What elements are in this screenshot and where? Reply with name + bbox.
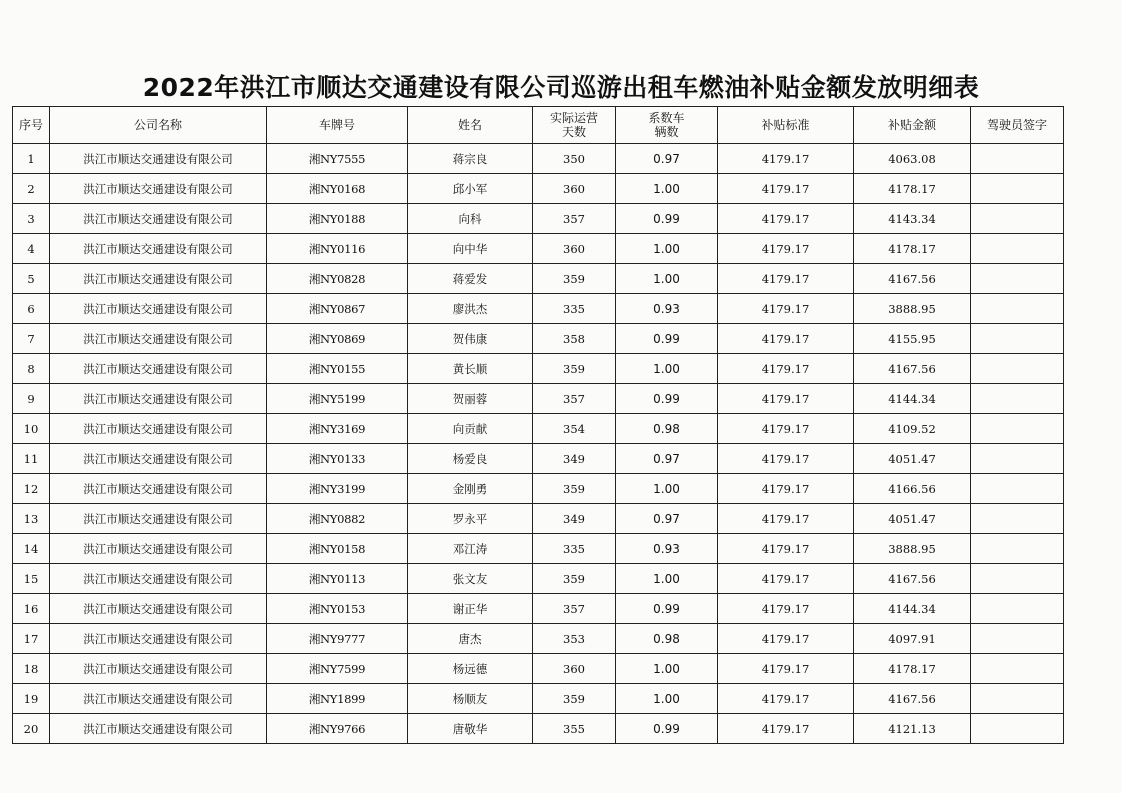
table-row bbox=[13, 594, 1064, 624]
cell-days: 359 bbox=[533, 564, 616, 594]
cell-company: 洪江市顺达交通建设有限公司 bbox=[50, 474, 267, 504]
cell-days: 357 bbox=[533, 594, 616, 624]
cell-no: 3 bbox=[13, 204, 50, 234]
cell-coef: 1.00 bbox=[616, 654, 718, 684]
cell-name: 贺伟康 bbox=[408, 324, 533, 354]
cell-plate: 湘NY0158 bbox=[267, 534, 408, 564]
cell-coef: 1.00 bbox=[616, 234, 718, 264]
header-coef-label: 系数车辆数 bbox=[648, 111, 685, 139]
table-row bbox=[13, 354, 1064, 384]
table-row bbox=[13, 684, 1064, 714]
cell-name: 谢正华 bbox=[408, 594, 533, 624]
cell-plate: 湘NY7555 bbox=[267, 144, 408, 174]
cell-signature bbox=[971, 144, 1064, 174]
cell-amount: 4144.34 bbox=[854, 384, 971, 414]
cell-plate: 湘NY3169 bbox=[267, 414, 408, 444]
cell-standard: 4179.17 bbox=[718, 504, 854, 534]
table-row bbox=[13, 414, 1064, 444]
cell-standard: 4179.17 bbox=[718, 144, 854, 174]
cell-no: 13 bbox=[13, 504, 50, 534]
cell-company: 洪江市顺达交通建设有限公司 bbox=[50, 714, 267, 744]
cell-plate: 湘NY0153 bbox=[267, 594, 408, 624]
cell-coef: 0.98 bbox=[616, 624, 718, 654]
header-cell-no: 序号 bbox=[13, 107, 50, 144]
table-row bbox=[13, 174, 1064, 204]
cell-standard: 4179.17 bbox=[718, 654, 854, 684]
cell-company: 洪江市顺达交通建设有限公司 bbox=[50, 264, 267, 294]
table-row bbox=[13, 384, 1064, 414]
cell-plate: 湘NY0168 bbox=[267, 174, 408, 204]
cell-signature bbox=[971, 234, 1064, 264]
subsidy-table bbox=[12, 106, 1064, 744]
header-days-label: 实际运营天数 bbox=[549, 111, 598, 139]
cell-signature bbox=[971, 294, 1064, 324]
cell-no: 7 bbox=[13, 324, 50, 354]
cell-plate: 湘NY7599 bbox=[267, 654, 408, 684]
cell-name: 邱小军 bbox=[408, 174, 533, 204]
cell-standard: 4179.17 bbox=[718, 414, 854, 444]
cell-plate: 湘NY0155 bbox=[267, 354, 408, 384]
cell-standard: 4179.17 bbox=[718, 444, 854, 474]
cell-days: 360 bbox=[533, 234, 616, 264]
cell-standard: 4179.17 bbox=[718, 264, 854, 294]
cell-standard: 4179.17 bbox=[718, 534, 854, 564]
cell-signature bbox=[971, 174, 1064, 204]
cell-amount: 4109.52 bbox=[854, 414, 971, 444]
table-header bbox=[13, 107, 1064, 144]
cell-name: 蒋爱发 bbox=[408, 264, 533, 294]
cell-plate: 湘NY9777 bbox=[267, 624, 408, 654]
cell-no: 11 bbox=[13, 444, 50, 474]
cell-amount: 4167.56 bbox=[854, 564, 971, 594]
cell-signature bbox=[971, 384, 1064, 414]
cell-days: 360 bbox=[533, 174, 616, 204]
cell-amount: 4051.47 bbox=[854, 444, 971, 474]
table-row bbox=[13, 264, 1064, 294]
table-row bbox=[13, 624, 1064, 654]
cell-company: 洪江市顺达交通建设有限公司 bbox=[50, 144, 267, 174]
cell-days: 360 bbox=[533, 654, 616, 684]
cell-signature bbox=[971, 564, 1064, 594]
cell-company: 洪江市顺达交通建设有限公司 bbox=[50, 174, 267, 204]
header-cell-coef bbox=[616, 107, 718, 144]
table-row bbox=[13, 654, 1064, 684]
cell-coef: 0.99 bbox=[616, 204, 718, 234]
cell-company: 洪江市顺达交通建设有限公司 bbox=[50, 594, 267, 624]
cell-no: 15 bbox=[13, 564, 50, 594]
cell-plate: 湘NY9766 bbox=[267, 714, 408, 744]
cell-amount: 4167.56 bbox=[854, 264, 971, 294]
cell-plate: 湘NY0882 bbox=[267, 504, 408, 534]
table-row bbox=[13, 534, 1064, 564]
cell-no: 5 bbox=[13, 264, 50, 294]
header-cell-company: 公司名称 bbox=[50, 107, 267, 144]
cell-coef: 1.00 bbox=[616, 564, 718, 594]
cell-company: 洪江市顺达交通建设有限公司 bbox=[50, 414, 267, 444]
cell-days: 359 bbox=[533, 354, 616, 384]
cell-amount: 3888.95 bbox=[854, 294, 971, 324]
cell-company: 洪江市顺达交通建设有限公司 bbox=[50, 384, 267, 414]
cell-no: 17 bbox=[13, 624, 50, 654]
cell-signature bbox=[971, 414, 1064, 444]
cell-amount: 4155.95 bbox=[854, 324, 971, 354]
cell-no: 14 bbox=[13, 534, 50, 564]
cell-name: 杨远德 bbox=[408, 654, 533, 684]
cell-company: 洪江市顺达交通建设有限公司 bbox=[50, 234, 267, 264]
cell-no: 10 bbox=[13, 414, 50, 444]
cell-signature bbox=[971, 474, 1064, 504]
cell-company: 洪江市顺达交通建设有限公司 bbox=[50, 654, 267, 684]
cell-coef: 0.97 bbox=[616, 444, 718, 474]
cell-standard: 4179.17 bbox=[718, 204, 854, 234]
cell-no: 20 bbox=[13, 714, 50, 744]
cell-plate: 湘NY0116 bbox=[267, 234, 408, 264]
table-row bbox=[13, 714, 1064, 744]
cell-name: 黄长顺 bbox=[408, 354, 533, 384]
cell-coef: 0.93 bbox=[616, 294, 718, 324]
cell-amount: 3888.95 bbox=[854, 534, 971, 564]
cell-standard: 4179.17 bbox=[718, 474, 854, 504]
cell-no: 18 bbox=[13, 654, 50, 684]
header-cell-amount: 补贴金额 bbox=[854, 107, 971, 144]
header-cell-signature: 驾驶员签字 bbox=[971, 107, 1064, 144]
header-cell-name: 姓名 bbox=[408, 107, 533, 144]
cell-amount: 4097.91 bbox=[854, 624, 971, 654]
cell-days: 354 bbox=[533, 414, 616, 444]
cell-name: 唐杰 bbox=[408, 624, 533, 654]
cell-plate: 湘NY0133 bbox=[267, 444, 408, 474]
cell-coef: 0.93 bbox=[616, 534, 718, 564]
table-row bbox=[13, 444, 1064, 474]
cell-coef: 1.00 bbox=[616, 354, 718, 384]
cell-no: 19 bbox=[13, 684, 50, 714]
cell-plate: 湘NY3199 bbox=[267, 474, 408, 504]
cell-amount: 4178.17 bbox=[854, 654, 971, 684]
table-row bbox=[13, 204, 1064, 234]
header-row bbox=[13, 107, 1064, 144]
cell-name: 金刚勇 bbox=[408, 474, 533, 504]
cell-days: 349 bbox=[533, 504, 616, 534]
cell-plate: 湘NY5199 bbox=[267, 384, 408, 414]
cell-company: 洪江市顺达交通建设有限公司 bbox=[50, 504, 267, 534]
cell-coef: 0.99 bbox=[616, 324, 718, 354]
cell-days: 335 bbox=[533, 294, 616, 324]
cell-company: 洪江市顺达交通建设有限公司 bbox=[50, 324, 267, 354]
cell-standard: 4179.17 bbox=[718, 324, 854, 354]
header-cell-days bbox=[533, 107, 616, 144]
cell-standard: 4179.17 bbox=[718, 294, 854, 324]
cell-signature bbox=[971, 594, 1064, 624]
cell-amount: 4167.56 bbox=[854, 684, 971, 714]
table-row bbox=[13, 234, 1064, 264]
cell-amount: 4178.17 bbox=[854, 174, 971, 204]
cell-name: 杨顺友 bbox=[408, 684, 533, 714]
cell-signature bbox=[971, 264, 1064, 294]
cell-no: 6 bbox=[13, 294, 50, 324]
cell-name: 向科 bbox=[408, 204, 533, 234]
cell-plate: 湘NY1899 bbox=[267, 684, 408, 714]
cell-company: 洪江市顺达交通建设有限公司 bbox=[50, 444, 267, 474]
cell-no: 2 bbox=[13, 174, 50, 204]
cell-days: 359 bbox=[533, 474, 616, 504]
cell-name: 向贡献 bbox=[408, 414, 533, 444]
cell-plate: 湘NY0828 bbox=[267, 264, 408, 294]
cell-days: 353 bbox=[533, 624, 616, 654]
cell-name: 贺丽蓉 bbox=[408, 384, 533, 414]
cell-plate: 湘NY0113 bbox=[267, 564, 408, 594]
cell-name: 蒋宗良 bbox=[408, 144, 533, 174]
cell-standard: 4179.17 bbox=[718, 564, 854, 594]
header-cell-plate: 车牌号 bbox=[267, 107, 408, 144]
cell-standard: 4179.17 bbox=[718, 354, 854, 384]
table-row bbox=[13, 474, 1064, 504]
cell-standard: 4179.17 bbox=[718, 384, 854, 414]
cell-company: 洪江市顺达交通建设有限公司 bbox=[50, 564, 267, 594]
table-row bbox=[13, 564, 1064, 594]
cell-standard: 4179.17 bbox=[718, 684, 854, 714]
cell-name: 罗永平 bbox=[408, 504, 533, 534]
cell-name: 杨爱良 bbox=[408, 444, 533, 474]
cell-no: 1 bbox=[13, 144, 50, 174]
cell-signature bbox=[971, 204, 1064, 234]
cell-company: 洪江市顺达交通建设有限公司 bbox=[50, 624, 267, 654]
cell-coef: 0.97 bbox=[616, 144, 718, 174]
cell-amount: 4063.08 bbox=[854, 144, 971, 174]
cell-standard: 4179.17 bbox=[718, 714, 854, 744]
table-row bbox=[13, 324, 1064, 354]
cell-name: 唐敬华 bbox=[408, 714, 533, 744]
cell-amount: 4178.17 bbox=[854, 234, 971, 264]
cell-plate: 湘NY0188 bbox=[267, 204, 408, 234]
table-row bbox=[13, 294, 1064, 324]
cell-no: 4 bbox=[13, 234, 50, 264]
cell-signature bbox=[971, 504, 1064, 534]
cell-days: 357 bbox=[533, 204, 616, 234]
table-row bbox=[13, 144, 1064, 174]
cell-coef: 1.00 bbox=[616, 474, 718, 504]
cell-coef: 1.00 bbox=[616, 174, 718, 204]
cell-standard: 4179.17 bbox=[718, 174, 854, 204]
cell-company: 洪江市顺达交通建设有限公司 bbox=[50, 534, 267, 564]
cell-company: 洪江市顺达交通建设有限公司 bbox=[50, 354, 267, 384]
cell-name: 廖洪杰 bbox=[408, 294, 533, 324]
cell-no: 9 bbox=[13, 384, 50, 414]
page-title: 2022年洪江市顺达交通建设有限公司巡游出租车燃油补贴金额发放明细表 bbox=[142, 73, 980, 102]
cell-standard: 4179.17 bbox=[718, 624, 854, 654]
cell-signature bbox=[971, 534, 1064, 564]
cell-standard: 4179.17 bbox=[718, 234, 854, 264]
table-body bbox=[13, 144, 1064, 744]
cell-plate: 湘NY0869 bbox=[267, 324, 408, 354]
cell-days: 359 bbox=[533, 264, 616, 294]
cell-days: 349 bbox=[533, 444, 616, 474]
cell-name: 邓江涛 bbox=[408, 534, 533, 564]
cell-no: 8 bbox=[13, 354, 50, 384]
cell-days: 357 bbox=[533, 384, 616, 414]
cell-amount: 4121.13 bbox=[854, 714, 971, 744]
header-cell-standard: 补贴标准 bbox=[718, 107, 854, 144]
cell-days: 358 bbox=[533, 324, 616, 354]
cell-standard: 4179.17 bbox=[718, 594, 854, 624]
cell-signature bbox=[971, 684, 1064, 714]
cell-plate: 湘NY0867 bbox=[267, 294, 408, 324]
cell-coef: 0.99 bbox=[616, 594, 718, 624]
cell-signature bbox=[971, 444, 1064, 474]
cell-signature bbox=[971, 354, 1064, 384]
cell-days: 335 bbox=[533, 534, 616, 564]
cell-days: 355 bbox=[533, 714, 616, 744]
cell-coef: 1.00 bbox=[616, 684, 718, 714]
cell-no: 16 bbox=[13, 594, 50, 624]
cell-name: 向中华 bbox=[408, 234, 533, 264]
cell-company: 洪江市顺达交通建设有限公司 bbox=[50, 294, 267, 324]
cell-signature bbox=[971, 624, 1064, 654]
cell-name: 张文友 bbox=[408, 564, 533, 594]
table-row bbox=[13, 504, 1064, 534]
cell-signature bbox=[971, 714, 1064, 744]
cell-amount: 4144.34 bbox=[854, 594, 971, 624]
cell-amount: 4051.47 bbox=[854, 504, 971, 534]
cell-amount: 4143.34 bbox=[854, 204, 971, 234]
cell-amount: 4167.56 bbox=[854, 354, 971, 384]
cell-company: 洪江市顺达交通建设有限公司 bbox=[50, 204, 267, 234]
cell-coef: 0.97 bbox=[616, 504, 718, 534]
cell-no: 12 bbox=[13, 474, 50, 504]
cell-signature bbox=[971, 324, 1064, 354]
cell-coef: 0.99 bbox=[616, 714, 718, 744]
cell-coef: 0.99 bbox=[616, 384, 718, 414]
cell-amount: 4166.56 bbox=[854, 474, 971, 504]
cell-coef: 1.00 bbox=[616, 264, 718, 294]
cell-coef: 0.98 bbox=[616, 414, 718, 444]
cell-signature bbox=[971, 654, 1064, 684]
cell-company: 洪江市顺达交通建设有限公司 bbox=[50, 684, 267, 714]
cell-days: 350 bbox=[533, 144, 616, 174]
cell-days: 359 bbox=[533, 684, 616, 714]
